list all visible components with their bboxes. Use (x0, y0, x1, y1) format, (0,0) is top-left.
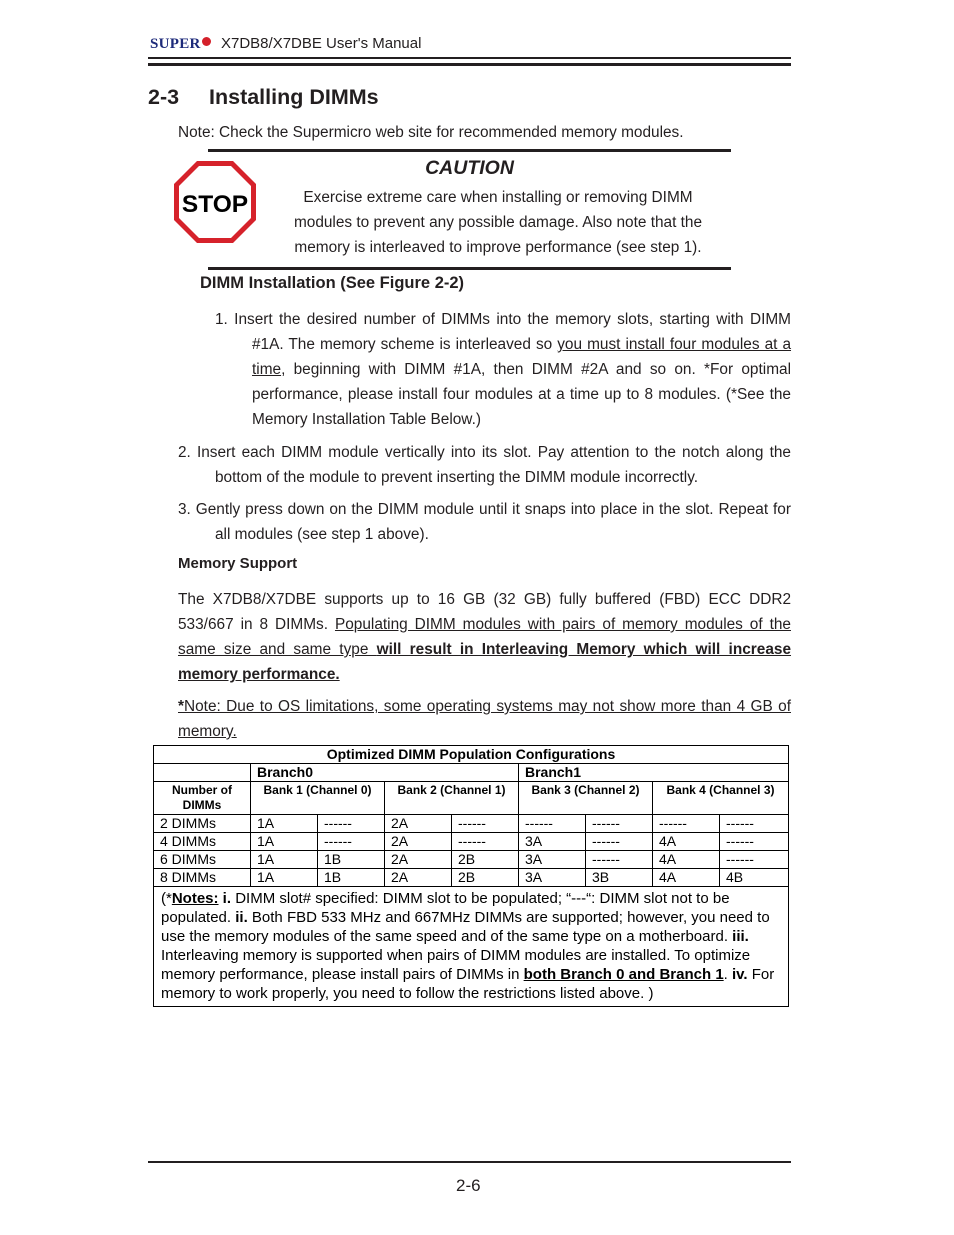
caution-text (260, 185, 736, 260)
table-cell: ------ (720, 833, 789, 851)
step-2 (178, 440, 791, 490)
note-iii-label: iii. (732, 928, 749, 945)
note-ii-label: ii. (235, 909, 248, 926)
bank4-header: Bank 4 (Channel 3) (653, 782, 789, 815)
page-number: 2-6 (456, 1176, 481, 1195)
header-rule-thick (148, 63, 791, 66)
caution-line: Exercise extreme care when installing or removing DIMM (303, 189, 693, 206)
table-corner-cell (154, 764, 251, 782)
table-cell: 2B (452, 851, 519, 869)
table-cell: 4B (720, 869, 789, 887)
table-cell: 1B (318, 869, 385, 887)
table-cell: 2B (452, 869, 519, 887)
logo-text: SUPER (150, 36, 201, 52)
table-cell: 1B (318, 851, 385, 869)
caution-bottom-rule (208, 267, 731, 270)
note-iv-label: iv. (732, 966, 748, 983)
branch0-header: Branch0 (251, 764, 519, 782)
os-note-text: Note: Due to OS limitations, some operating systems may not show more than 4 GB of memory. (178, 698, 791, 740)
table-cell: ------ (318, 815, 385, 833)
supermicro-logo (150, 36, 211, 53)
note-i-text: DIMM slot# specified: DIMM slot to be populated; “---“: DIMM slot not to be populated. (161, 890, 730, 926)
table-cell: 1A (251, 815, 318, 833)
table-row (154, 833, 789, 851)
table-notes (154, 887, 789, 1007)
notes-open: (* (161, 890, 172, 907)
step-1-part-b: , beginning with DIMM #1A, then DIMM #2A and so on. *For optimal performance, please install four modules at a time up to 8 modules. (*See the Memory Installation Table Below.) (252, 361, 791, 428)
table-cell: 4A (653, 833, 720, 851)
header-rule (148, 57, 791, 59)
table-cell: ------ (318, 833, 385, 851)
table-cell: 8 DIMMs (154, 869, 251, 887)
caution-top-rule (208, 149, 731, 152)
memory-bold-underlined-text: will result in Interleaving Memory which will increase memory performance. (178, 641, 792, 683)
caution-line: memory is interleaved to improve performance (see step 1). (294, 239, 702, 256)
table-cell: ------ (720, 851, 789, 869)
branch1-header: Branch1 (519, 764, 789, 782)
section-title: Installing DIMMs (209, 85, 379, 109)
section-number: 2-3 (148, 85, 180, 109)
note-i-label: i. (218, 890, 232, 907)
table-cell: ------ (586, 851, 653, 869)
note-separator: . (723, 966, 733, 983)
logo-dot-icon (202, 37, 211, 46)
caution-title: CAUTION (425, 157, 514, 179)
step-1-text (215, 307, 791, 432)
bank3-header: Bank 3 (Channel 2) (519, 782, 653, 815)
table-row (154, 851, 789, 869)
note-both-branches: both Branch 0 and Branch 1 (523, 966, 724, 983)
table-cell: ------ (452, 833, 519, 851)
memory-text: The X7DB8/X7DBE supports up to 16 GB (32 GB) fully buffered (FBD) ECC DDR2 533/667 in 8 DIMMs. (178, 591, 791, 633)
table-cell: 4 DIMMs (154, 833, 251, 851)
table-cell: ------ (653, 815, 720, 833)
bank1-header: Bank 1 (Channel 0) (251, 782, 385, 815)
os-limitation-note (178, 694, 791, 744)
table-cell: 2 DIMMs (154, 815, 251, 833)
step-3-text: 3. Gently press down on the DIMM module until it snaps into place in the slot. Repeat for all modules (see step 1 above). (178, 501, 791, 543)
bank2-header: Bank 2 (Channel 1) (385, 782, 519, 815)
table-row (154, 815, 789, 833)
step-1-underlined: you must install four modules at a time (252, 336, 792, 378)
table-cell: 2A (385, 851, 452, 869)
table-cell: 3B (586, 869, 653, 887)
table-cell: 1A (251, 833, 318, 851)
table-cell: ------ (519, 815, 586, 833)
dimm-installation-heading: DIMM Installation (See Figure 2-2) (200, 274, 465, 292)
manual-title: X7DB8/X7DBE User's Manual (221, 35, 422, 52)
table-title: Optimized DIMM Population Configurations (154, 746, 789, 764)
table-cell: 4A (653, 869, 720, 887)
table-cell: 3A (519, 869, 586, 887)
stop-label: STOP (181, 191, 249, 218)
step-1-part-a: 1. Insert the desired number of DIMMs into the memory slots, starting with DIMM #1A. The memory scheme is interleaved so (215, 311, 791, 353)
table-cell: 3A (519, 851, 586, 869)
memory-support-paragraph (178, 587, 791, 687)
table-cell: ------ (720, 815, 789, 833)
table-cell: 2A (385, 815, 452, 833)
table-row (154, 869, 789, 887)
step-3 (178, 497, 791, 547)
note-ii-text: Both FBD 533 MHz and 667MHz DIMMs are supported; however, you need to use the memory modules of the same speed and of the same type on a motherboard. (161, 909, 770, 945)
memory-support-heading: Memory Support (178, 555, 298, 572)
table-cell: 1A (251, 851, 318, 869)
table-cell: ------ (586, 833, 653, 851)
dimm-population-table (153, 745, 789, 1007)
number-of-dimms-header: Number of DIMMs (154, 782, 251, 815)
step-1 (178, 307, 791, 432)
table-cell: 3A (519, 833, 586, 851)
notes-label: Notes: (171, 890, 219, 907)
caution-line: modules to prevent any possible damage. Also note that the (293, 214, 703, 231)
recommended-memory-note: Note: Check the Supermicro web site for recommended memory modules. (178, 124, 684, 141)
table-cell: 1A (251, 869, 318, 887)
section-heading (148, 85, 379, 110)
table-cell: 2A (385, 869, 452, 887)
table-cell: 6 DIMMs (154, 851, 251, 869)
memory-underlined-text: Populating DIMM modules with pairs of memory modules of the same size and same type (178, 616, 791, 658)
note-iii-text: Interleaving memory is supported when pairs of DIMM modules are installed. To optimize memory performance, please install pairs of DIMMs in (161, 947, 751, 983)
table-cell: 4A (653, 851, 720, 869)
footer-rule (148, 1161, 791, 1163)
note-asterisk: * (178, 698, 184, 715)
table-cell: ------ (452, 815, 519, 833)
step-2-text: 2. Insert each DIMM module vertically into its slot. Pay attention to the notch along the bottom of the module to prevent inserting the DIMM module incorrectly. (178, 444, 791, 486)
note-iv-text: For memory to work properly, you need to follow the restrictions listed above. ) (161, 966, 775, 1002)
table-cell: 2A (385, 833, 452, 851)
table-cell: ------ (586, 815, 653, 833)
